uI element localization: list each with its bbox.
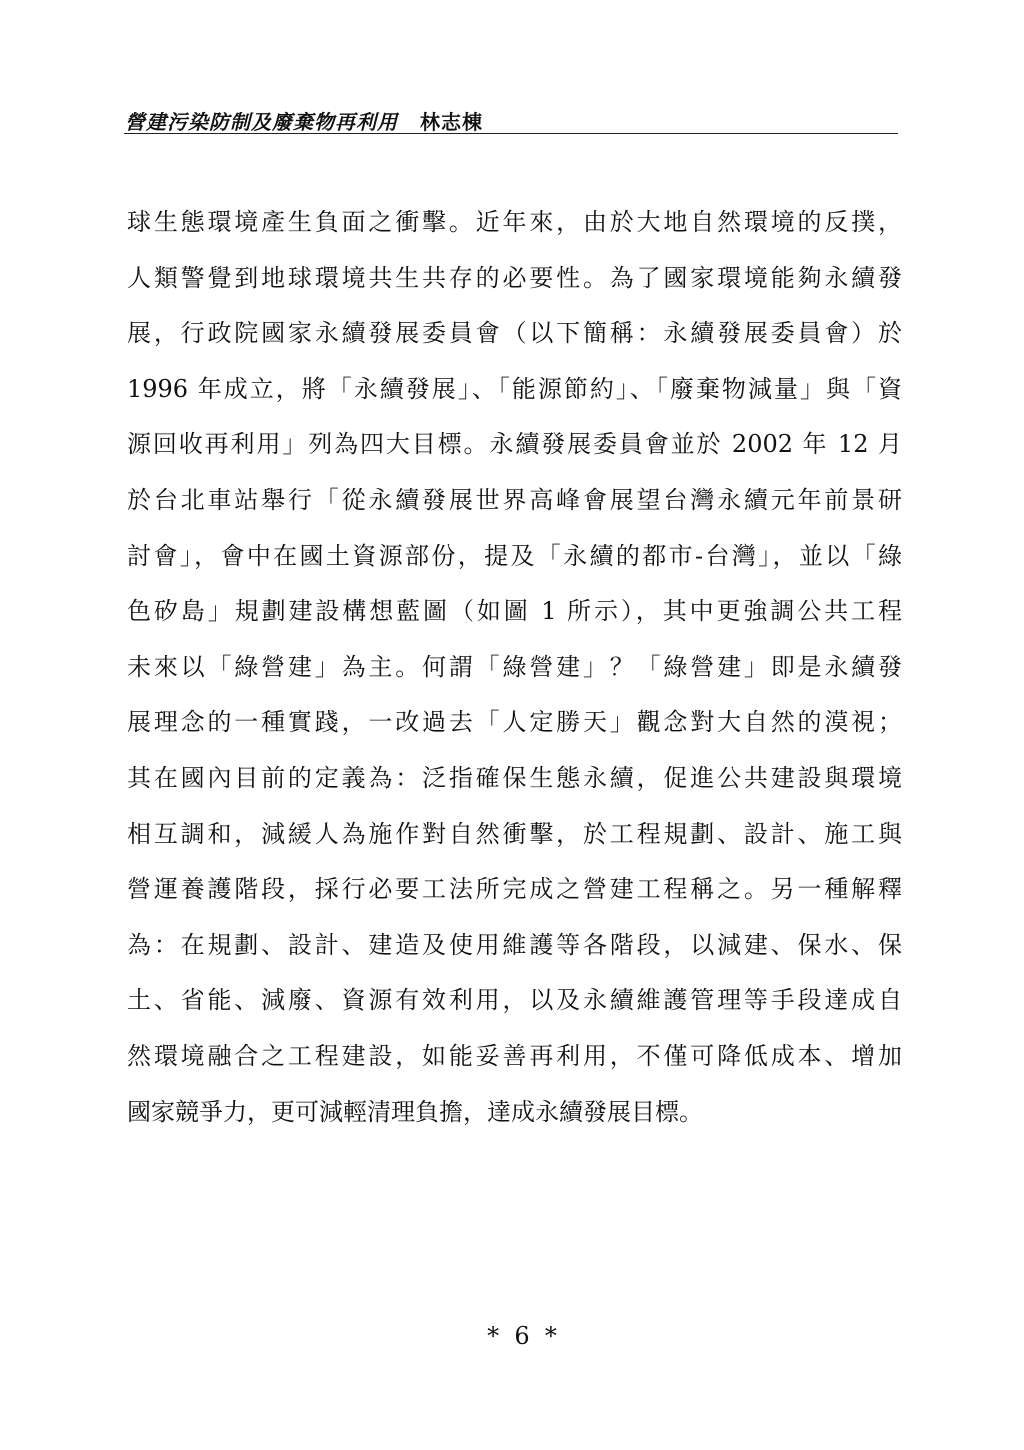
body-line: 國家競爭力，更可減輕清理負擔，達成永續發展目標。: [127, 1097, 703, 1126]
body-line: 展理念的一種實踐，一改過去「人定勝天」觀念對大自然的漠視；: [127, 708, 902, 737]
body-line: 其在國內目前的定義為：泛指確保生態永續，促進公共建設與環境: [127, 763, 902, 792]
body-line: 1996 年成立，將「永續發展」、「能源節約」、「廢棄物減量」與「資: [127, 374, 902, 403]
header-author: 林志棟: [420, 110, 483, 134]
header-rule: [124, 133, 898, 134]
running-header: [125, 106, 483, 135]
body-line: 球生態環境產生負面之衝擊。近年來，由於大地自然環境的反撲，: [127, 208, 902, 236]
body-line: 人類警覺到地球環境共生共存的必要性。為了國家環境能夠永續發: [127, 263, 902, 292]
body-line: 然環境融合之工程建設，如能妥善再利用，不僅可降低成本、增加: [127, 1041, 902, 1070]
body-line: 相互調和，減緩人為施作對自然衝擊，於工程規劃、設計、施工與: [127, 819, 902, 848]
body-line: 土、省能、減廢、資源有效利用，以及永續維護管理等手段達成自: [127, 986, 902, 1015]
body-line: 色矽島」規劃建設構想藍圖（如圖 1 所示），其中更強調公共工程: [127, 597, 902, 626]
body-paragraph: [127, 204, 902, 1149]
body-line: 營運養護階段，採行必要工法所完成之營建工程稱之。另一種解釋: [127, 875, 902, 904]
body-line: 為：在規劃、設計、建造及使用維護等各階段，以減建、保水、保: [127, 930, 902, 959]
body-line: 未來以「綠營建」為主。何謂「綠營建」？「綠營建」即是永續發: [127, 652, 902, 681]
body-line: 於台北車站舉行「從永續發展世界高峰會展望台灣永續元年前景研: [127, 485, 902, 514]
page-number: * 6 *: [487, 1322, 557, 1350]
body-line: 討會」，會中在國土資源部份，提及「永續的都市-台灣」，並以「綠: [127, 541, 902, 570]
body-line: 展，行政院國家永續發展委員會（以下簡稱：永續發展委員會）於: [127, 319, 902, 348]
body-line: 源回收再利用」列為四大目標。永續發展委員會並於 2002 年 12 月: [127, 430, 902, 459]
header-title: 營建污染防制及廢棄物再利用: [125, 110, 398, 134]
